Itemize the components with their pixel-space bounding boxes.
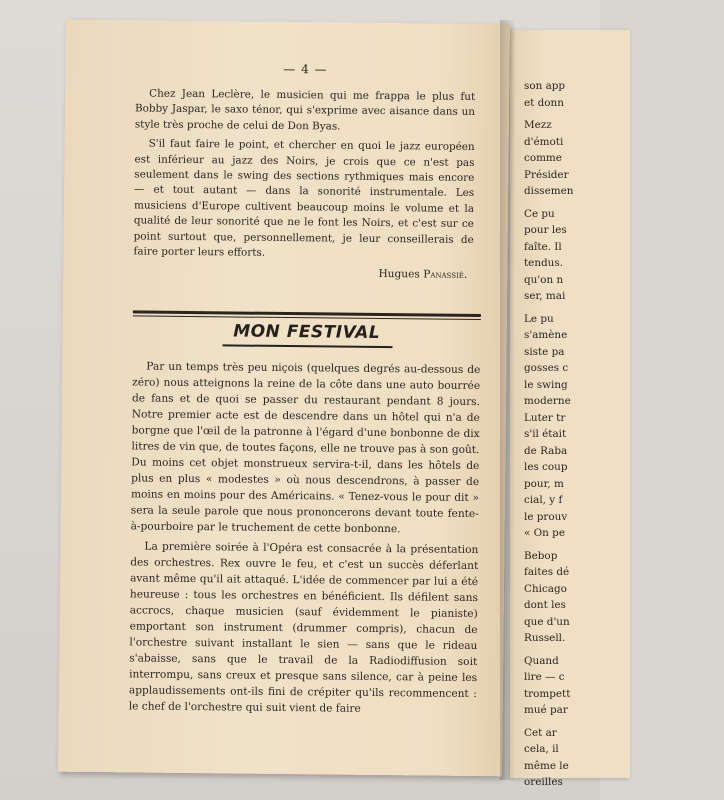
fragment-line: Cet ar xyxy=(524,726,557,739)
fragment-line: les coup xyxy=(524,461,568,473)
fragment-line: Mezz xyxy=(524,119,552,131)
fragment-line: dissemen xyxy=(524,185,574,197)
fragment-line: pour, m xyxy=(524,477,564,490)
fragment-line: le prouv xyxy=(524,510,568,523)
fragment-line: comme xyxy=(524,152,562,164)
fragment-line: que d'un xyxy=(524,615,570,628)
fragment-line: s'amène xyxy=(524,329,568,341)
fragment-line: trompett xyxy=(524,687,571,700)
fragment-line: siste pa xyxy=(524,345,565,358)
fragment-line: mué par xyxy=(524,704,568,716)
right-page-text xyxy=(524,78,724,791)
fragment-line: gosses c xyxy=(524,362,569,374)
fragment-line: lire — c xyxy=(524,671,565,683)
paragraph: Par un temps très peu niçois (quelques degrés au-dessous de zéro) nous atteignons la reine de la côte dans une auto bourrée de fans et de quoi se passer du restaurant pendant 8 jours. Notre premier acte est de descendre dans un hôtel qui n'a de borgne que l'œil de la patronne à l'égard d'une bonbonne de dix litres de vin que, de toutes façons, elle ne trouve pas à son goût. Du moins cet objet monstrueux servira-t-il, dans les hôtels de plus en plus « modestes » où nous descendrons, à passer de moins en moins pour des Américains. « Tenez-vous le pour dit » sera la seule parole que nous prononcerons devant toute fente-à-pourboire par le truchement de cette bonbonne. xyxy=(130,360,481,536)
fragment-line: tendus. xyxy=(524,257,563,269)
paragraph: S'il faut faire le point, et chercher en quoi le jazz européen est inférieur au jazz des Noirs, je crois que ce n'est pas seulement dans le swing des sections rythmiques mais encore — et tout autant — dans la sonorité instrumentale. Les musiciens d'Europe cultivent beaucoup moins le volume et la qualité de leur sonorité que ne le font les Noirs, et c'est sur ce point surtout que, personnellement, je leur conseillerais de faire porter leurs efforts. xyxy=(133,137,475,259)
fragment-line: moderne xyxy=(524,395,571,407)
fragment-line: Luter tr xyxy=(524,411,566,424)
fragment-line: et donn xyxy=(524,96,564,109)
author-signature xyxy=(133,266,467,281)
fragment-line: Chicago xyxy=(524,582,567,595)
paragraph: La première soirée à l'Opéra est consacrée à la présentation des orchestres. Rex ouvre le feu, et c'est un succès déferlant avant même qu'il ait attaqué. L'idée de commencer par lui a été heureuse : tous les orchestres en bénéficient. Ils défilent sans accrocs, chaque musicien (sauf évidemment le pianiste) emportant son instrument (drummer compris), chacun de l'orchestre suivant installant le sien — sans que le rideau s'abaisse, sans que le travail de la Radiodiffusion soit interrompu, sans creux et presque sans silence, car à peine les applaudissements ont-ils fini de crépiter qu'ils recommencent : le chef de l'orchestre qui suit vient de faire xyxy=(128,540,479,715)
fragment-line: qu'on n xyxy=(524,273,564,286)
fragment-line: d'émoti xyxy=(524,135,564,148)
fragment-line: faîte. Il xyxy=(524,240,562,253)
fragment-line: Quand xyxy=(524,654,559,667)
fragment-line: cial, y f xyxy=(524,494,563,506)
fragment-line: Bebop xyxy=(524,549,558,562)
fragment-line: dont les xyxy=(524,599,566,611)
fragment-line: de Raba xyxy=(524,444,568,457)
fragment-line: pour les xyxy=(524,224,567,236)
fragment-line: s'il était xyxy=(524,428,567,440)
right-page xyxy=(510,30,630,788)
fragment-line: cela, il xyxy=(524,743,559,755)
fragment-line: le swing xyxy=(524,378,568,391)
fragment-line: oreilles xyxy=(524,776,563,788)
fragment-line: Ce pu xyxy=(524,207,555,220)
author-first-name: Hugues xyxy=(378,268,420,281)
festival-article xyxy=(129,358,481,722)
section-title: MON FESTIVAL xyxy=(233,321,381,344)
left-page xyxy=(58,20,510,777)
page-number: — 4 — xyxy=(283,61,328,77)
fragment-line: ser, mai xyxy=(524,290,566,302)
fragment-line: Présider xyxy=(524,168,569,181)
author-last-name: Panassié. xyxy=(423,268,468,282)
paragraph: Chez Jean Leclère, le musicien qui me frappa le plus fut Bobby Jaspar, le saxo ténor, qui s'exprime avec aisance dans un style très proche de celui de Don Byas. xyxy=(134,87,476,133)
fragment-line: son app xyxy=(524,80,566,92)
fragment-line: « On pe xyxy=(524,527,565,539)
binding-gutter xyxy=(500,20,514,780)
intro-block xyxy=(133,60,475,281)
title-underline xyxy=(223,344,393,347)
fragment-line: Russell. xyxy=(524,632,566,644)
fragment-line: faites dé xyxy=(524,566,570,578)
fragment-line: même le xyxy=(524,759,569,772)
fragment-line: Le pu xyxy=(524,312,554,325)
